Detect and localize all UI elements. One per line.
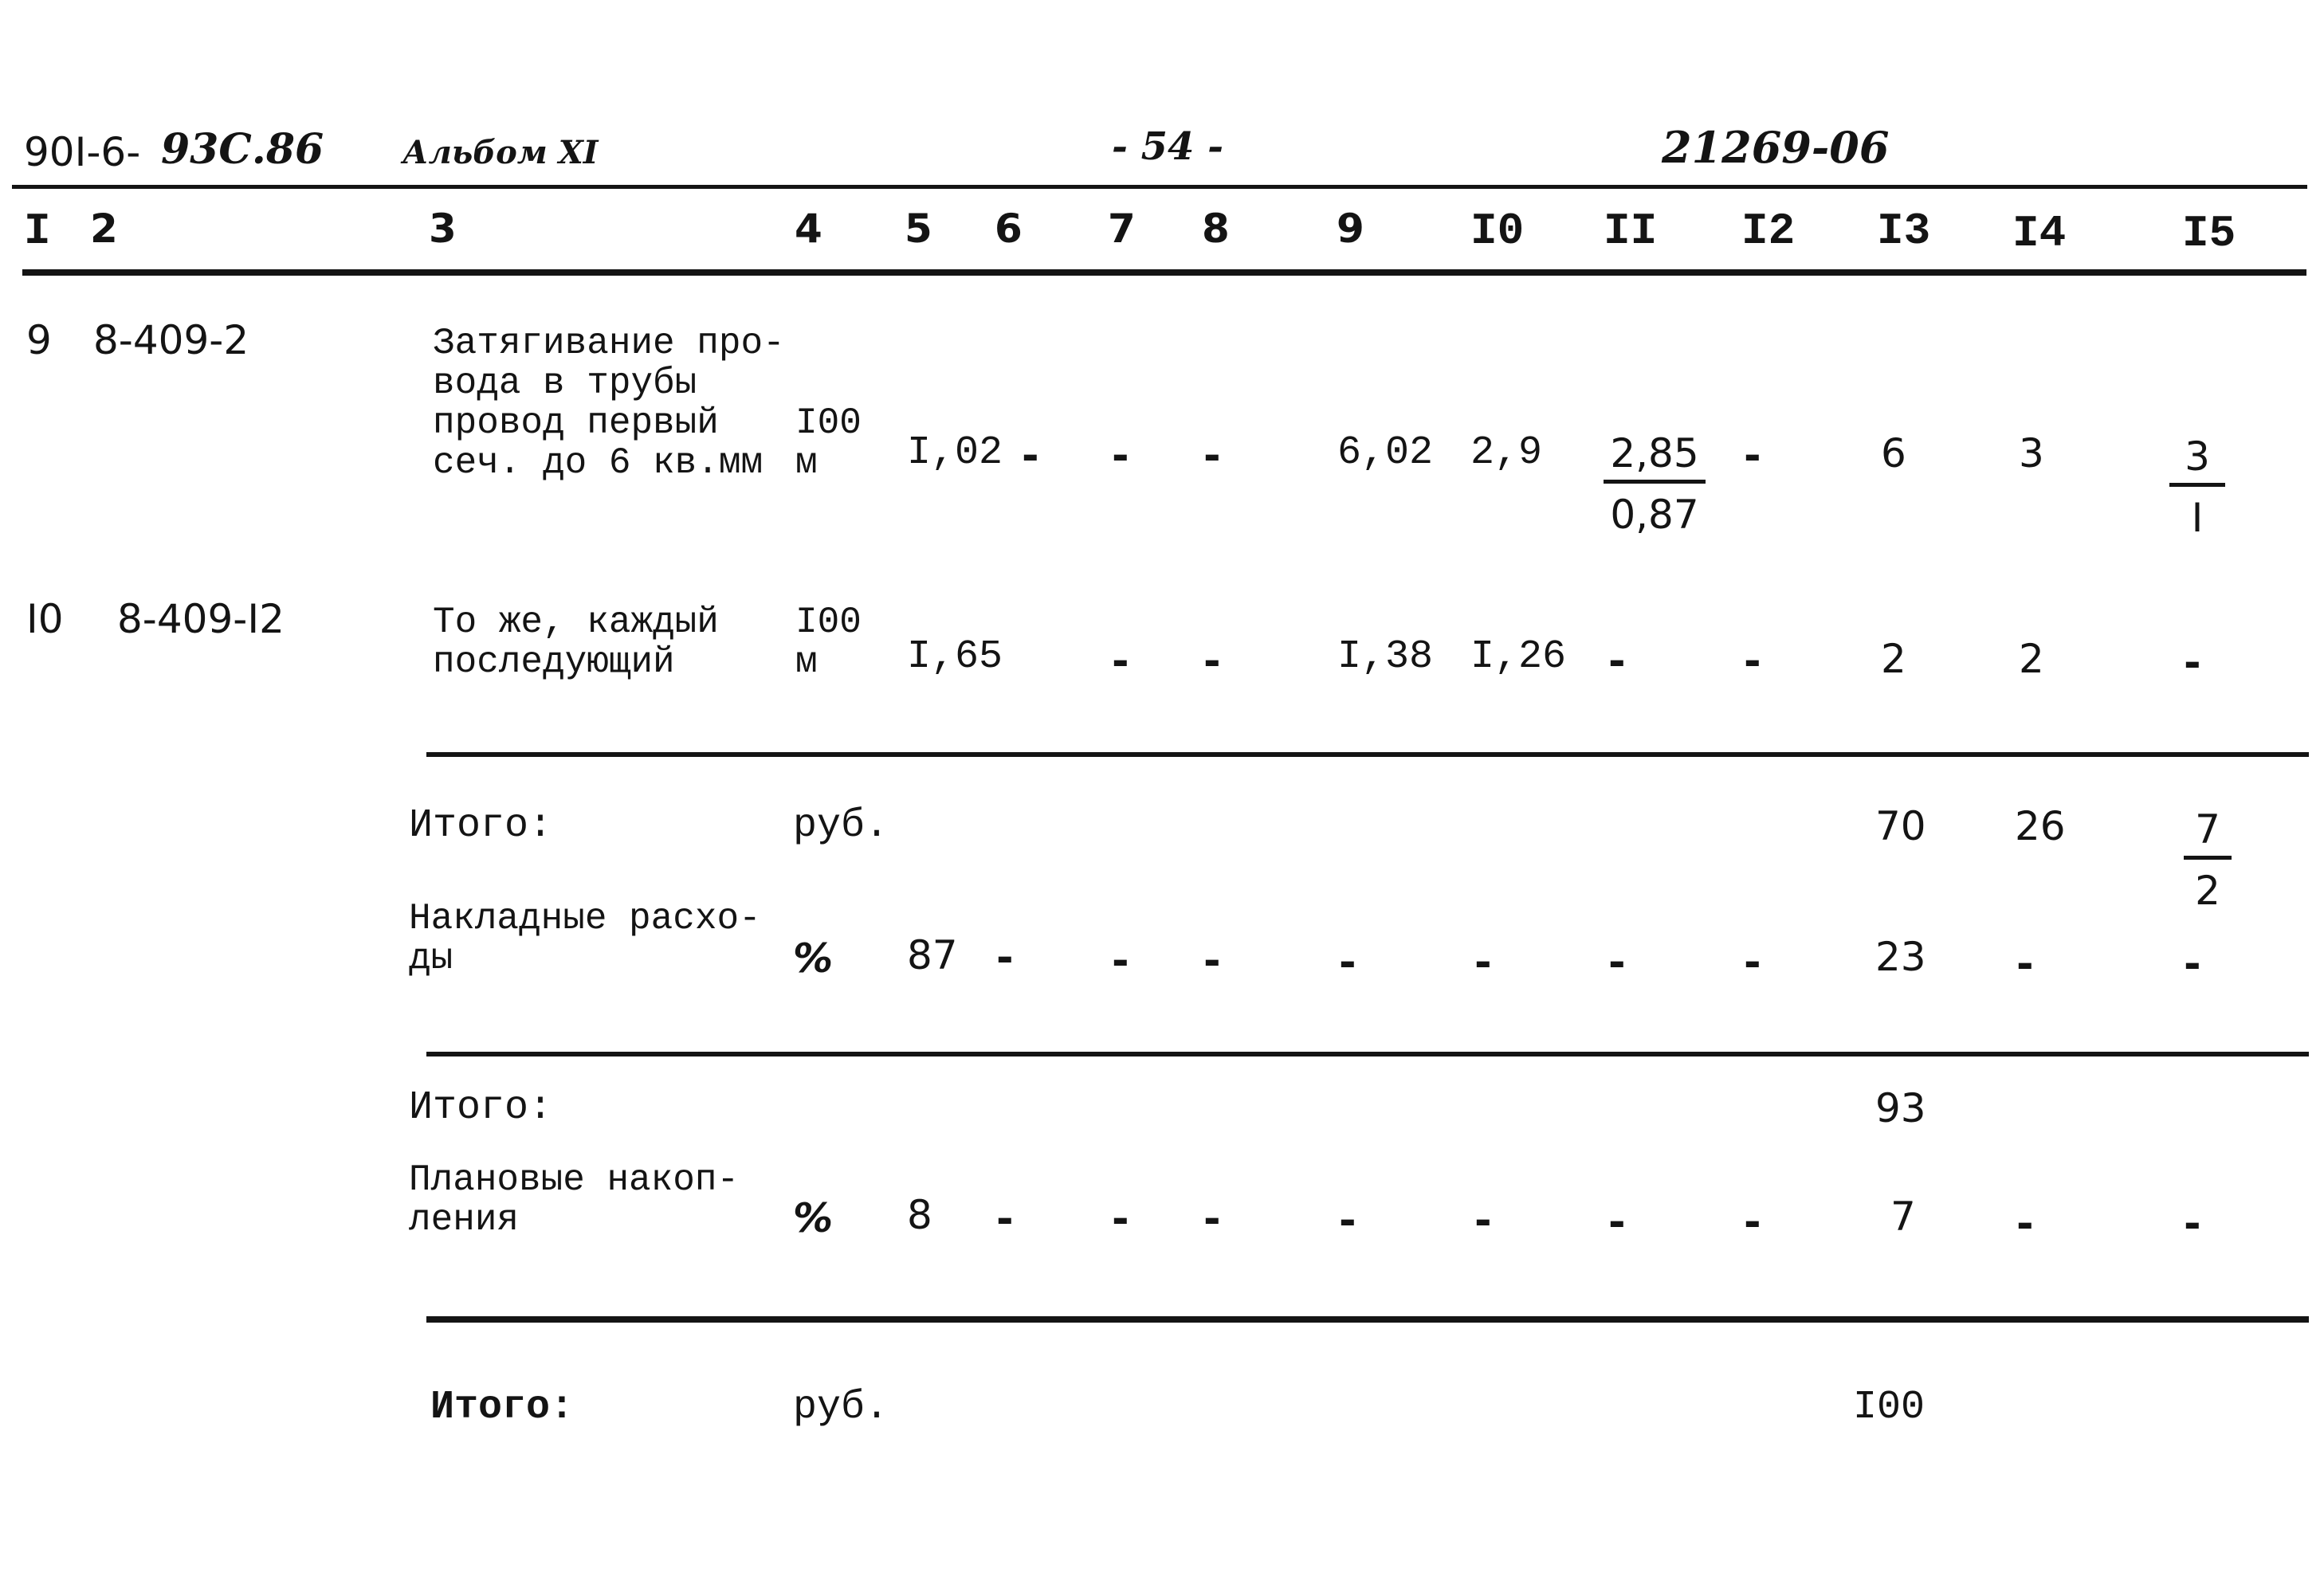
column-header-7: 7 (1108, 206, 1136, 252)
total-label: Итого: (409, 803, 553, 849)
total-col15-numerator: 7 (2184, 806, 2232, 860)
column-header-6: 6 (995, 206, 1023, 252)
cell-col13: 6 (1881, 430, 1906, 476)
cell-col12: - (1744, 432, 1761, 480)
section-rule-3 (426, 1316, 2309, 1323)
column-header-8: 8 (1202, 206, 1230, 252)
work-description: То же, каждый последующий (433, 602, 719, 683)
planned-savings-col14: - (2016, 1200, 2034, 1248)
column-header-3: 3 (429, 206, 457, 252)
grand-total-col13: I00 (1853, 1385, 1926, 1430)
planned-savings-col10: - (1474, 1197, 1492, 1245)
section-rule-2 (426, 1052, 2309, 1056)
cell-col11-numerator: 2,85 (1604, 430, 1706, 484)
overhead-col5: 87 (907, 932, 958, 978)
planned-savings-col13: 7 (1890, 1194, 1916, 1240)
grand-total-unit: руб. (793, 1385, 889, 1430)
grand-total-label: Итого: (430, 1385, 575, 1430)
overhead-col10: - (1474, 939, 1492, 986)
planned-savings-col6: - (996, 1195, 1014, 1243)
cell-col9: I,38 (1337, 634, 1434, 680)
overhead-unit: % (793, 935, 834, 982)
column-header-15: I5 (2182, 208, 2236, 259)
doc-code-printed: 90I-6- (24, 129, 141, 175)
cell-col6: - (1022, 432, 1039, 480)
cell-col15-numerator: 3 (2169, 433, 2225, 487)
planned-savings-col9: - (1339, 1197, 1356, 1245)
cell-col15-denominator: I (2191, 495, 2204, 541)
cell-col9: 6,02 (1337, 430, 1434, 476)
overhead-col11: - (1608, 939, 1626, 986)
column-header-14: I4 (2012, 208, 2067, 259)
overhead-col8: - (1203, 937, 1221, 985)
rate-code: 8-409-I2 (117, 596, 285, 642)
column-header-5: 5 (905, 206, 932, 252)
cell-col11-denominator: 0,87 (1610, 492, 1699, 538)
cell-col7: - (1112, 637, 1129, 685)
header-top-rule (12, 185, 2307, 189)
cell-col8: - (1203, 432, 1221, 480)
total-col15-fraction (2184, 806, 2232, 914)
column-header-4: 4 (795, 206, 822, 252)
cell-col11-fraction (1604, 430, 1706, 538)
page-number: - 54 - (1112, 124, 1224, 169)
total-unit: руб. (793, 803, 889, 849)
cell-col7: - (1112, 432, 1129, 480)
cell-col14: 3 (2019, 430, 2044, 476)
total-col14: 26 (2015, 803, 2066, 849)
total-col13: 70 (1875, 803, 1926, 849)
unit-of-measure: I00 м (795, 602, 862, 683)
planned-savings-unit: % (793, 1195, 834, 1241)
cell-col12: - (1744, 637, 1761, 685)
row-number: 9 (26, 317, 52, 363)
cell-col5: I,65 (907, 634, 1003, 680)
cell-col15: - (2184, 639, 2201, 687)
column-header-12: I2 (1741, 206, 1796, 257)
document-number: 21269-06 (1662, 122, 1890, 173)
row-number: I0 (26, 596, 64, 642)
planned-savings-col7: - (1112, 1195, 1129, 1243)
planned-savings-col8: - (1203, 1195, 1221, 1243)
column-header-9: 9 (1337, 206, 1364, 252)
cell-col10: 2,9 (1470, 430, 1543, 476)
overhead-col12: - (1744, 939, 1761, 986)
overhead-col13: 23 (1875, 934, 1926, 980)
column-header-2: 2 (90, 206, 118, 252)
work-description: Затягивание про- вода в трубы провод первый сеч. до 6 кв.мм (433, 323, 785, 484)
cell-col5: I,02 (907, 430, 1003, 476)
overhead-col9: - (1339, 939, 1356, 986)
column-header-10: I0 (1470, 206, 1525, 257)
column-header-13: I3 (1877, 206, 1931, 257)
column-header-1: I (24, 206, 51, 257)
total-col15-denominator: 2 (2195, 868, 2220, 914)
section-rule-1 (426, 752, 2309, 757)
header-bottom-rule (22, 269, 2306, 276)
overhead-label: Накладные расхо- ды (409, 898, 761, 979)
doc-code-handwritten: 93С.86 (161, 125, 324, 174)
cell-col8: - (1203, 637, 1221, 685)
total-col13: 93 (1875, 1085, 1926, 1131)
album-label: Альбом XI (402, 134, 599, 171)
cell-col13: 2 (1881, 636, 1906, 682)
planned-savings-col15: - (2184, 1200, 2201, 1248)
overhead-col7: - (1112, 937, 1129, 985)
rate-code: 8-409-2 (93, 317, 249, 363)
overhead-col6: - (996, 934, 1014, 982)
cell-col10: I,26 (1470, 634, 1567, 680)
planned-savings-col5: 8 (907, 1192, 932, 1238)
overhead-col15: - (2184, 940, 2201, 988)
total-label: Итого: (409, 1085, 553, 1131)
column-header-11: II (1604, 206, 1658, 257)
planned-savings-col11: - (1608, 1198, 1626, 1246)
cell-col15-fraction (2169, 433, 2225, 541)
overhead-col14: - (2016, 940, 2034, 988)
cell-col11: - (1608, 637, 1626, 685)
planned-savings-col12: - (1744, 1198, 1761, 1246)
planned-savings-label: Плановые накоп- ления (409, 1159, 740, 1241)
unit-of-measure: I00 м (795, 402, 862, 484)
cell-col14: 2 (2019, 636, 2044, 682)
